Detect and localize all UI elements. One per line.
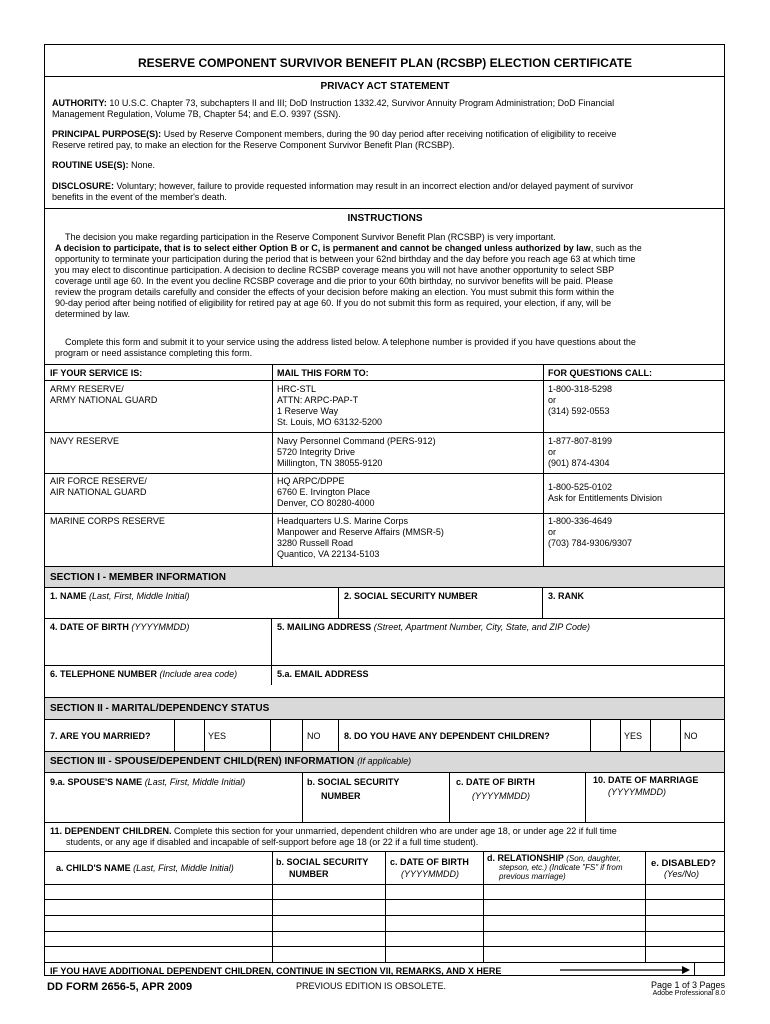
child-row-5-name[interactable] xyxy=(44,946,272,962)
dob-field[interactable] xyxy=(44,618,271,665)
phone-navy: 1-877-807-8199 or (901) 874-4304 xyxy=(548,436,613,468)
married-question: 7. ARE YOU MARRIED? xyxy=(50,731,151,741)
child-row-3-name[interactable] xyxy=(44,915,272,931)
child-disabled-header: e. DISABLED? xyxy=(651,858,716,869)
col-header-address: MAIL THIS FORM TO: xyxy=(277,368,369,378)
service-navy: NAVY RESERVE xyxy=(50,436,120,446)
married-yes-checkbox[interactable] xyxy=(174,719,204,751)
instructions-line-1: The decision you make regarding participation in the Reserve Component Survivor Benefit Plan (RCSBP) is very important. xyxy=(65,232,556,242)
ssn-field-label: 2. SOCIAL SECURITY NUMBER xyxy=(344,591,478,601)
address-army: HRC-STL ATTN: ARPC-PAP-T 1 Reserve Way St. Louis, MO 63132-5200 xyxy=(277,384,383,427)
child-relationship-hint-2: previous marriage) xyxy=(499,872,566,881)
routine-line: ROUTINE USE(S): None. xyxy=(52,160,156,170)
phone-airforce: 1-800-525-0102 Ask for Entitlements Division xyxy=(548,482,663,503)
continue-checkbox[interactable] xyxy=(694,962,725,976)
email-field[interactable] xyxy=(271,665,725,697)
instructions-heading: INSTRUCTIONS xyxy=(347,213,423,224)
rank-field-label: 3. RANK xyxy=(548,591,585,601)
married-no-checkbox[interactable] xyxy=(270,719,302,751)
service-airforce: AIR FORCE RESERVE/ AIR NATIONAL GUARD xyxy=(50,476,147,497)
instructions-bold-line: A decision to participate, that is to select either Option B or C, is permanent and cannot be changed unless authorized by law, such as the xyxy=(55,243,642,253)
col-header-service: IF YOUR SERVICE IS: xyxy=(50,368,143,378)
spouse-dob-hint: (YYYYMMDD) xyxy=(472,791,530,801)
mailing-address-label: 5. MAILING ADDRESS (Street, Apartment Number, City, State, and ZIP Code) xyxy=(277,622,590,632)
child-ssn-header-2: NUMBER xyxy=(289,869,329,879)
disclosure-line-2: benefits in the event of the member's death. xyxy=(52,192,227,202)
child-dob-hint: (YYYYMMDD) xyxy=(401,869,459,879)
obsolete-note: PREVIOUS EDITION IS OBSOLETE. xyxy=(296,981,447,991)
software-note: Adobe Professional 8.0 xyxy=(652,990,725,997)
arrow-right-icon xyxy=(560,964,690,976)
married-yes-label: YES xyxy=(208,731,227,741)
section2-heading: SECTION II - MARITAL/DEPENDENCY STATUS xyxy=(50,703,270,714)
child-relationship-header: d. RELATIONSHIP (Son, daughter, xyxy=(487,853,621,863)
child-row-1-name[interactable] xyxy=(44,884,272,899)
name-field[interactable] xyxy=(44,587,338,618)
disclosure-line: DISCLOSURE: Voluntary; however, failure to provide requested information may result in an incorrect election and/or delayed payment of survivor xyxy=(52,181,634,191)
mailing-address-field[interactable] xyxy=(271,618,725,665)
purpose-line: PRINCIPAL PURPOSE(S): Used by Reserve Component members, during the 90 day period after receiving notification of eligibility to receive xyxy=(52,129,617,139)
rank-field[interactable] xyxy=(542,587,725,618)
spouse-dob-label: c. DATE OF BIRTH xyxy=(456,777,535,787)
authority-line: AUTHORITY: 10 U.S.C. Chapter 73, subchapters II and III; DoD Instruction 1332.42, Survivor Annuity Program Administration; DoD Financial xyxy=(52,98,615,108)
spouse-name-field[interactable] xyxy=(44,772,302,822)
children-instructions-2: students, or any age if disabled and incapable of self-support before age 18 (or 22 if a full time student). xyxy=(66,837,479,847)
child-disabled-hint: (Yes/No) xyxy=(664,869,700,879)
privacy-heading: PRIVACY ACT STATEMENT xyxy=(320,81,450,92)
instructions-body: opportunity to terminate your participation during the period that is between your 62nd birthday and the day before you reach age 63 at which time you may elect to discontinue participation. A decision to decline RCSBP coverage means you will not have another opportunity to select SBP coverage until age 60. In the event you decline RCSBP coverage and die prior to your 60th birthday, no survivor benefits will be paid. Please review the program details carefully and consider the effects of your decision before making an election. You must submit this form within the 90-day period after being notified of eligibility for retired pay at age 60. If you do not submit this form as required, your election, if any, will be determined by law. xyxy=(55,254,636,319)
children-question: 8. DO YOU HAVE ANY DEPENDENT CHILDREN? xyxy=(344,731,550,741)
phone-army: 1-800-318-5298 or (314) 592-0553 xyxy=(548,384,613,416)
marriage-date-hint: (YYYYMMDD) xyxy=(608,787,666,797)
address-marines: Headquarters U.S. Marine Corps Manpower and Reserve Affairs (MMSR-5) 3280 Russell Road Quantico, VA 22134-5103 xyxy=(277,516,444,559)
child-name-header: a. CHILD'S NAME (Last, First, Middle Initial) xyxy=(56,863,234,873)
continue-note: IF YOU HAVE ADDITIONAL DEPENDENT CHILDREN, CONTINUE IN SECTION VII, REMARKS, AND X HERE xyxy=(50,966,502,976)
telephone-field-label: 6. TELEPHONE NUMBER (Include area code) xyxy=(50,669,238,679)
children-no-label: NO xyxy=(684,731,698,741)
form-title: RESERVE COMPONENT SURVIVOR BENEFIT PLAN (RCSBP) ELECTION CERTIFICATE xyxy=(137,56,633,70)
purpose-line-2: Reserve retired pay, to make an election for the Reserve Component Survivor Benefit Plan (RCSBP). xyxy=(52,140,455,150)
spouse-ssn-field[interactable] xyxy=(302,772,449,822)
service-marines: MARINE CORPS RESERVE xyxy=(50,516,165,526)
name-field-label: 1. NAME (Last, First, Middle Initial) xyxy=(50,591,190,601)
children-yes-label: YES xyxy=(624,731,643,741)
married-no-label: NO xyxy=(307,731,321,741)
service-army: ARMY RESERVE/ ARMY NATIONAL GUARD xyxy=(50,384,158,405)
dob-field-label: 4. DATE OF BIRTH (YYYYMMDD) xyxy=(50,622,190,632)
col-header-phone: FOR QUESTIONS CALL: xyxy=(548,368,652,378)
child-ssn-header: b. SOCIAL SECURITY xyxy=(276,857,369,867)
phone-marines: 1-800-336-4649 or (703) 784-9306/9307 xyxy=(548,516,633,548)
authority-line-2: Management Regulation, Volume 7B, Chapter 54; and E.O. 9397 (SSN). xyxy=(52,109,341,119)
page-number: Page 1 of 3 Pages xyxy=(650,980,725,990)
form-number: DD FORM 2656-5, APR 2009 xyxy=(47,981,193,993)
spouse-ssn-label-2: NUMBER xyxy=(321,791,361,801)
child-dob-header: c. DATE OF BIRTH xyxy=(390,857,469,867)
email-field-label: 5.a. EMAIL ADDRESS xyxy=(277,669,369,679)
section1-heading: SECTION I - MEMBER INFORMATION xyxy=(50,572,226,583)
instructions-submit: Complete this form and submit it to your service using the address listed below. A telephone number is provided if you have questions about the program or need assistance completing this form. xyxy=(55,337,636,358)
children-yes-checkbox[interactable] xyxy=(590,719,620,751)
child-relationship-hint: stepson, etc.) (Indicate "FS" if from xyxy=(499,863,623,872)
spouse-dob-field[interactable] xyxy=(449,772,585,822)
address-airforce: HQ ARPC/DPPE 6760 E. Irvington Place Denver, CO 80280-4000 xyxy=(277,476,375,508)
marriage-date-field[interactable] xyxy=(585,772,725,822)
section3-heading: SECTION III - SPOUSE/DEPENDENT CHILD(REN) INFORMATION (If applicable) xyxy=(50,756,412,767)
children-no-checkbox[interactable] xyxy=(650,719,680,751)
ssn-field[interactable] xyxy=(338,587,542,618)
address-navy: Navy Personnel Command (PERS-912) 5720 Integrity Drive Millington, TN 38055-9120 xyxy=(277,436,436,468)
spouse-name-label: 9.a. SPOUSE'S NAME (Last, First, Middle Initial) xyxy=(50,777,246,787)
child-row-4-name[interactable] xyxy=(44,931,272,946)
spouse-ssn-label: b. SOCIAL SECURITY xyxy=(307,777,400,787)
marriage-date-label: 10. DATE OF MARRIAGE xyxy=(593,775,699,785)
telephone-field[interactable] xyxy=(44,665,271,697)
child-row-2-name[interactable] xyxy=(44,899,272,915)
children-instructions: 11. DEPENDENT CHILDREN. Complete this section for your unmarried, dependent children who are under age 18, or under age 22 if full time xyxy=(50,826,617,836)
